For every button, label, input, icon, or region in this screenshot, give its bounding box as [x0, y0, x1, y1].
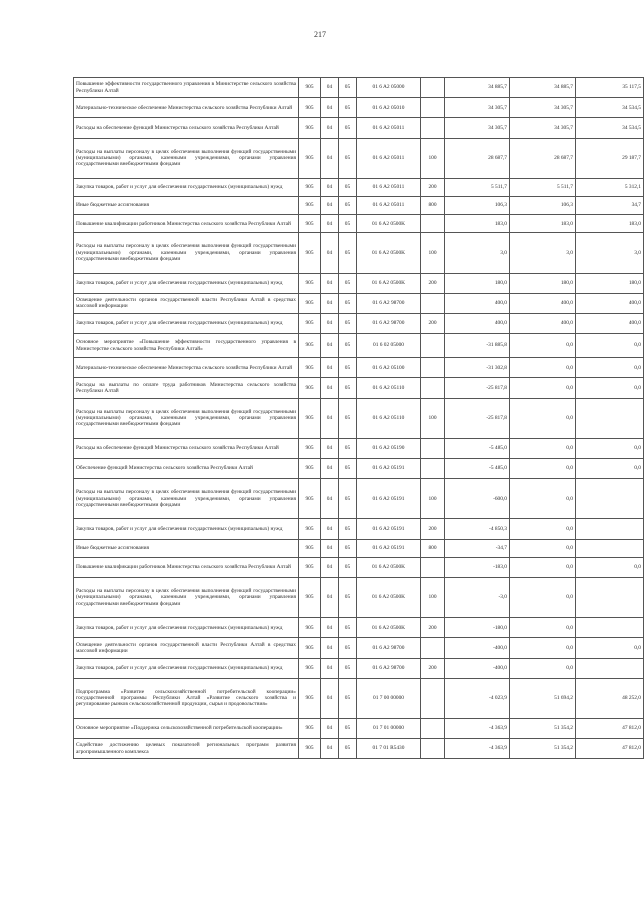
amount-year-2: 51 354,2	[510, 718, 576, 738]
expense-type-code: 100	[421, 479, 445, 519]
ministry-code: 905	[299, 678, 321, 718]
row-name: Иные бюджетные ассигнования	[74, 196, 299, 214]
expense-type-code: 200	[421, 273, 445, 293]
amount-year-3: 400,0	[576, 313, 644, 333]
amount-year-3: 0,0	[576, 358, 644, 378]
amount-year-3: 34 534,5	[576, 118, 644, 138]
amount-year-2: 3,0	[510, 233, 576, 273]
subsection-code: 05	[339, 678, 357, 718]
ministry-code: 905	[299, 178, 321, 196]
ministry-code: 905	[299, 334, 321, 358]
amount-year-2: 28 687,7	[510, 138, 576, 178]
section-code: 04	[321, 293, 339, 313]
target-article-code: 01 7 01 R5430	[357, 739, 421, 759]
table-row	[74, 196, 644, 214]
section-code: 04	[321, 313, 339, 333]
subsection-code: 05	[339, 138, 357, 178]
target-article-code: 01 6 A2 05110	[357, 398, 421, 438]
expense-type-code	[421, 557, 445, 577]
amount-year-1: -31 302,8	[445, 358, 510, 378]
subsection-code: 05	[339, 539, 357, 557]
ministry-code: 905	[299, 618, 321, 638]
subsection-code: 05	[339, 519, 357, 539]
ministry-code: 905	[299, 438, 321, 458]
amount-year-3: 5 312,1	[576, 178, 644, 196]
amount-year-3: 35 117,5	[576, 78, 644, 98]
subsection-code: 05	[339, 739, 357, 759]
target-article-code: 01 6 A2 0500K	[357, 215, 421, 233]
amount-year-3: 0,0	[576, 459, 644, 479]
subsection-code: 05	[339, 358, 357, 378]
target-article-code: 01 6 A2 05010	[357, 98, 421, 118]
target-article-code: 01 6 A2 05190	[357, 438, 421, 458]
amount-year-2: 106,3	[510, 196, 576, 214]
expense-type-code: 200	[421, 618, 445, 638]
table-row	[74, 479, 644, 519]
row-name: Расходы на выплаты персоналу в целях обеспечения выполнения функций государственными (муниципальными) органами, казенными учреждениями, органами управления государственными внебюджетными фондами	[74, 479, 299, 519]
section-code: 04	[321, 233, 339, 273]
row-name: Повышение эффективности государственного управления в Министерстве сельского хозяйства Республики Алтай	[74, 78, 299, 98]
target-article-code: 01 6 A2 05011	[357, 178, 421, 196]
amount-year-1: -4 363,9	[445, 739, 510, 759]
amount-year-1: 5 511,7	[445, 178, 510, 196]
section-code: 04	[321, 196, 339, 214]
expense-type-code	[421, 438, 445, 458]
table-row	[74, 313, 644, 333]
amount-year-3	[576, 398, 644, 438]
ministry-code: 905	[299, 398, 321, 438]
amount-year-1: -34,7	[445, 539, 510, 557]
section-code: 04	[321, 618, 339, 638]
amount-year-1: 34 305,7	[445, 98, 510, 118]
expense-type-code: 100	[421, 398, 445, 438]
expense-type-code: 200	[421, 313, 445, 333]
amount-year-3: 400,0	[576, 293, 644, 313]
section-code: 04	[321, 138, 339, 178]
expense-type-code	[421, 678, 445, 718]
row-name: Обеспечение функций Министерства сельского хозяйства Республики Алтай	[74, 459, 299, 479]
amount-year-1: -600,0	[445, 479, 510, 519]
section-code: 04	[321, 638, 339, 658]
subsection-code: 05	[339, 215, 357, 233]
row-name: Освещение деятельности органов государственной власти Республики Алтай в средствах массовой информации	[74, 638, 299, 658]
expense-type-code: 800	[421, 196, 445, 214]
subsection-code: 05	[339, 273, 357, 293]
target-article-code: 01 6 02 05000	[357, 334, 421, 358]
expense-type-code: 100	[421, 577, 445, 617]
subsection-code: 05	[339, 118, 357, 138]
table-row	[74, 577, 644, 617]
budget-table-body	[74, 78, 644, 759]
ministry-code: 905	[299, 293, 321, 313]
section-code: 04	[321, 78, 339, 98]
amount-year-3	[576, 658, 644, 678]
amount-year-2: 34 885,7	[510, 78, 576, 98]
row-name: Основное мероприятие «Поддержка сельскохозяйственной потребительской кооперации»	[74, 718, 299, 738]
amount-year-2: 0,0	[510, 398, 576, 438]
target-article-code: 01 6 A2 0500K	[357, 577, 421, 617]
amount-year-2: 0,0	[510, 557, 576, 577]
ministry-code: 905	[299, 358, 321, 378]
subsection-code: 05	[339, 378, 357, 398]
ministry-code: 905	[299, 739, 321, 759]
subsection-code: 05	[339, 313, 357, 333]
expense-type-code: 100	[421, 233, 445, 273]
table-row	[74, 658, 644, 678]
subsection-code: 05	[339, 196, 357, 214]
ministry-code: 905	[299, 138, 321, 178]
ministry-code: 905	[299, 78, 321, 98]
target-article-code: 01 6 A2 05191	[357, 479, 421, 519]
table-row	[74, 233, 644, 273]
subsection-code: 05	[339, 479, 357, 519]
row-name: Расходы на выплаты персоналу в целях обеспечения выполнения функций государственными (муниципальными) органами, казенными учреждениями, органами управления государственными внебюджетными фондами	[74, 138, 299, 178]
row-name: Повышение квалификации работников Министерства сельского хозяйства Республики Алтай	[74, 557, 299, 577]
subsection-code: 05	[339, 557, 357, 577]
ministry-code: 905	[299, 539, 321, 557]
ministry-code: 905	[299, 273, 321, 293]
table-row	[74, 215, 644, 233]
table-row	[74, 78, 644, 98]
row-name: Материально-техническое обеспечение Министерства сельского хозяйства Республики Алтай	[74, 98, 299, 118]
amount-year-1: -25 817,8	[445, 378, 510, 398]
expense-type-code	[421, 459, 445, 479]
expense-type-code	[421, 378, 445, 398]
section-code: 04	[321, 438, 339, 458]
expense-type-code	[421, 718, 445, 738]
amount-year-3: 183,0	[576, 215, 644, 233]
amount-year-2: 0,0	[510, 539, 576, 557]
target-article-code: 01 6 A2 98700	[357, 313, 421, 333]
amount-year-1: -400,0	[445, 638, 510, 658]
ministry-code: 905	[299, 118, 321, 138]
target-article-code: 01 6 A2 0500K	[357, 273, 421, 293]
amount-year-2: 0,0	[510, 577, 576, 617]
ministry-code: 905	[299, 577, 321, 617]
target-article-code: 01 6 A2 05191	[357, 539, 421, 557]
target-article-code: 01 6 A2 98700	[357, 638, 421, 658]
amount-year-2: 0,0	[510, 358, 576, 378]
target-article-code: 01 7 01 00000	[357, 718, 421, 738]
amount-year-1: -5 485,0	[445, 459, 510, 479]
target-article-code: 01 6 A2 05110	[357, 378, 421, 398]
amount-year-1: -5 485,0	[445, 438, 510, 458]
table-row	[74, 459, 644, 479]
row-name: Закупка товаров, работ и услуг для обеспечения государственных (муниципальных) нужд	[74, 658, 299, 678]
section-code: 04	[321, 459, 339, 479]
target-article-code: 01 6 A2 05011	[357, 138, 421, 178]
amount-year-2: 0,0	[510, 618, 576, 638]
amount-year-3: 0,0	[576, 438, 644, 458]
amount-year-3: 47 812,0	[576, 739, 644, 759]
amount-year-1: 34 885,7	[445, 78, 510, 98]
amount-year-1: -183,0	[445, 557, 510, 577]
ministry-code: 905	[299, 479, 321, 519]
amount-year-3	[576, 618, 644, 638]
expense-type-code	[421, 334, 445, 358]
row-name: Основное мероприятие «Повышение эффективности государственного управления в Министерстве сельского хозяйства Республики Алтай»	[74, 334, 299, 358]
expense-type-code	[421, 293, 445, 313]
amount-year-3: 47 812,0	[576, 718, 644, 738]
section-code: 04	[321, 519, 339, 539]
ministry-code: 905	[299, 638, 321, 658]
target-article-code: 01 6 A2 05191	[357, 459, 421, 479]
section-code: 04	[321, 118, 339, 138]
section-code: 04	[321, 577, 339, 617]
amount-year-2: 51 354,2	[510, 739, 576, 759]
amount-year-3: 34 534,5	[576, 98, 644, 118]
expense-type-code	[421, 98, 445, 118]
expense-type-code: 800	[421, 539, 445, 557]
table-row	[74, 358, 644, 378]
amount-year-3	[576, 539, 644, 557]
section-code: 04	[321, 557, 339, 577]
row-name: Повышение квалификации работников Министерства сельского хозяйства Республики Алтай	[74, 215, 299, 233]
target-article-code: 01 6 A2 98700	[357, 293, 421, 313]
subsection-code: 05	[339, 398, 357, 438]
ministry-code: 905	[299, 658, 321, 678]
amount-year-2: 0,0	[510, 334, 576, 358]
section-code: 04	[321, 658, 339, 678]
amount-year-3: 0,0	[576, 378, 644, 398]
amount-year-2: 0,0	[510, 658, 576, 678]
target-article-code: 01 6 A2 05100	[357, 358, 421, 378]
section-code: 04	[321, 334, 339, 358]
section-code: 04	[321, 739, 339, 759]
amount-year-3: 0,0	[576, 557, 644, 577]
amount-year-1: 28 687,7	[445, 138, 510, 178]
amount-year-2: 5 511,7	[510, 178, 576, 196]
amount-year-3: 0,0	[576, 334, 644, 358]
expense-type-code	[421, 215, 445, 233]
expense-type-code	[421, 638, 445, 658]
amount-year-1: 3,0	[445, 233, 510, 273]
table-row	[74, 98, 644, 118]
expense-type-code	[421, 118, 445, 138]
table-row	[74, 118, 644, 138]
subsection-code: 05	[339, 233, 357, 273]
amount-year-3	[576, 519, 644, 539]
amount-year-1: -4 363,9	[445, 718, 510, 738]
section-code: 04	[321, 678, 339, 718]
subsection-code: 05	[339, 638, 357, 658]
target-article-code: 01 6 A2 05000	[357, 78, 421, 98]
table-row	[74, 557, 644, 577]
section-code: 04	[321, 358, 339, 378]
amount-year-1: -25 817,8	[445, 398, 510, 438]
subsection-code: 05	[339, 658, 357, 678]
amount-year-2: 0,0	[510, 638, 576, 658]
row-name: Содействие достижению целевых показателей региональных программ развития агропромышленного комплекса	[74, 739, 299, 759]
amount-year-1: 180,0	[445, 273, 510, 293]
ministry-code: 905	[299, 196, 321, 214]
amount-year-2: 0,0	[510, 519, 576, 539]
amount-year-2: 180,0	[510, 273, 576, 293]
table-row	[74, 539, 644, 557]
amount-year-3: 34,7	[576, 196, 644, 214]
amount-year-1: -400,0	[445, 658, 510, 678]
expense-type-code: 100	[421, 138, 445, 178]
amount-year-2: 0,0	[510, 378, 576, 398]
row-name: Расходы на выплаты персоналу в целях обеспечения выполнения функций государственными (муниципальными) органами, казенными учреждениями, органами управления государственными внебюджетными фондами	[74, 577, 299, 617]
section-code: 04	[321, 398, 339, 438]
section-code: 04	[321, 273, 339, 293]
ministry-code: 905	[299, 557, 321, 577]
ministry-code: 905	[299, 378, 321, 398]
row-name: Расходы на выплаты по оплате труда работников Министерства сельского хозяйства Республики Алтай	[74, 378, 299, 398]
table-row	[74, 334, 644, 358]
table-row	[74, 438, 644, 458]
row-name: Освещение деятельности органов государственной власти Республики Алтай в средствах массовой информации	[74, 293, 299, 313]
ministry-code: 905	[299, 718, 321, 738]
amount-year-3: 3,0	[576, 233, 644, 273]
subsection-code: 05	[339, 98, 357, 118]
row-name: Закупка товаров, работ и услуг для обеспечения государственных (муниципальных) нужд	[74, 313, 299, 333]
row-name: Расходы на обеспечение функций Министерства сельского хозяйства Республики Алтай	[74, 438, 299, 458]
amount-year-1: -4 850,3	[445, 519, 510, 539]
target-article-code: 01 6 A2 05191	[357, 519, 421, 539]
section-code: 04	[321, 378, 339, 398]
row-name: Закупка товаров, работ и услуг для обеспечения государственных (муниципальных) нужд	[74, 273, 299, 293]
amount-year-2: 34 305,7	[510, 118, 576, 138]
subsection-code: 05	[339, 459, 357, 479]
expense-type-code	[421, 78, 445, 98]
section-code: 04	[321, 178, 339, 196]
amount-year-3: 29 187,7	[576, 138, 644, 178]
table-row	[74, 273, 644, 293]
table-row	[74, 138, 644, 178]
target-article-code: 01 6 A2 0500K	[357, 557, 421, 577]
section-code: 04	[321, 479, 339, 519]
amount-year-1: 106,3	[445, 196, 510, 214]
section-code: 04	[321, 539, 339, 557]
amount-year-2: 400,0	[510, 313, 576, 333]
ministry-code: 905	[299, 313, 321, 333]
amount-year-1: 400,0	[445, 293, 510, 313]
amount-year-1: -3,0	[445, 577, 510, 617]
row-name: Иные бюджетные ассигнования	[74, 539, 299, 557]
subsection-code: 05	[339, 178, 357, 196]
amount-year-1: 183,0	[445, 215, 510, 233]
table-row	[74, 718, 644, 738]
ministry-code: 905	[299, 233, 321, 273]
amount-year-2: 0,0	[510, 459, 576, 479]
amount-year-1: -4 023,9	[445, 678, 510, 718]
table-row	[74, 739, 644, 759]
table-row	[74, 638, 644, 658]
section-code: 04	[321, 98, 339, 118]
ministry-code: 905	[299, 98, 321, 118]
row-name: Подпрограмма «Развитие сельскохозяйственной потребительской кооперации» государственной программы Республики Алтай «Развитие сельского хозяйства и регулирование рынков сельскохозяйственной продукции, сырья и продовольствия»	[74, 678, 299, 718]
ministry-code: 905	[299, 459, 321, 479]
target-article-code: 01 7 00 00000	[357, 678, 421, 718]
table-row	[74, 293, 644, 313]
amount-year-1: 34 305,7	[445, 118, 510, 138]
page-number: 217	[314, 30, 326, 39]
row-name: Расходы на выплаты персоналу в целях обеспечения выполнения функций государственными (муниципальными) органами, казенными учреждениями, органами управления государственными внебюджетными фондами	[74, 398, 299, 438]
target-article-code: 01 6 A2 05011	[357, 118, 421, 138]
row-name: Расходы на обеспечение функций Министерства сельского хозяйства Республики Алтай	[74, 118, 299, 138]
ministry-code: 905	[299, 519, 321, 539]
amount-year-2: 183,0	[510, 215, 576, 233]
amount-year-2: 0,0	[510, 479, 576, 519]
target-article-code: 01 6 A2 0500K	[357, 618, 421, 638]
subsection-code: 05	[339, 78, 357, 98]
amount-year-2: 0,0	[510, 438, 576, 458]
table-row	[74, 618, 644, 638]
section-code: 04	[321, 718, 339, 738]
table-row	[74, 519, 644, 539]
amount-year-1: 400,0	[445, 313, 510, 333]
amount-year-2: 400,0	[510, 293, 576, 313]
target-article-code: 01 6 A2 98700	[357, 658, 421, 678]
table-row	[74, 678, 644, 718]
target-article-code: 01 6 A2 05011	[357, 196, 421, 214]
ministry-code: 905	[299, 215, 321, 233]
amount-year-2: 51 694,2	[510, 678, 576, 718]
amount-year-3	[576, 577, 644, 617]
amount-year-3: 0,0	[576, 638, 644, 658]
row-name: Материально-техническое обеспечение Министерства сельского хозяйства Республики Алтай	[74, 358, 299, 378]
expense-type-code: 200	[421, 658, 445, 678]
expense-type-code: 200	[421, 178, 445, 196]
subsection-code: 05	[339, 438, 357, 458]
table-row	[74, 378, 644, 398]
amount-year-2: 34 305,7	[510, 98, 576, 118]
amount-year-1: -180,0	[445, 618, 510, 638]
target-article-code: 01 6 A2 0500K	[357, 233, 421, 273]
amount-year-3	[576, 479, 644, 519]
table-row	[74, 398, 644, 438]
expense-type-code	[421, 358, 445, 378]
amount-year-1: -31 885,8	[445, 334, 510, 358]
row-name: Расходы на выплаты персоналу в целях обеспечения выполнения функций государственными (муниципальными) органами, казенными учреждениями, органами управления государственными внебюджетными фондами	[74, 233, 299, 273]
subsection-code: 05	[339, 577, 357, 617]
amount-year-3: 180,0	[576, 273, 644, 293]
budget-table	[73, 77, 644, 759]
subsection-code: 05	[339, 718, 357, 738]
subsection-code: 05	[339, 293, 357, 313]
amount-year-3: 48 252,0	[576, 678, 644, 718]
expense-type-code: 200	[421, 519, 445, 539]
section-code: 04	[321, 215, 339, 233]
row-name: Закупка товаров, работ и услуг для обеспечения государственных (муниципальных) нужд	[74, 178, 299, 196]
expense-type-code	[421, 739, 445, 759]
subsection-code: 05	[339, 618, 357, 638]
subsection-code: 05	[339, 334, 357, 358]
table-row	[74, 178, 644, 196]
row-name: Закупка товаров, работ и услуг для обеспечения государственных (муниципальных) нужд	[74, 618, 299, 638]
row-name: Закупка товаров, работ и услуг для обеспечения государственных (муниципальных) нужд	[74, 519, 299, 539]
